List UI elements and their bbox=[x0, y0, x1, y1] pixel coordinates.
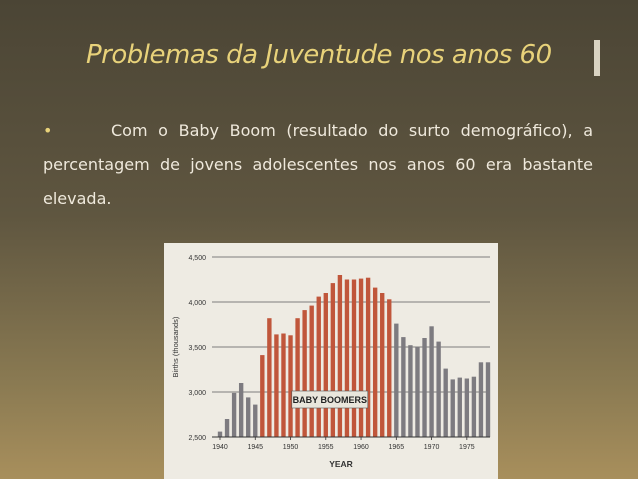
bar-1961 bbox=[366, 278, 370, 437]
y-tick-label: 4,500 bbox=[188, 255, 206, 262]
bar-1956 bbox=[331, 283, 335, 437]
bar-1947 bbox=[267, 318, 271, 437]
x-tick-label: 1955 bbox=[318, 444, 334, 451]
bar-1946 bbox=[260, 355, 264, 437]
bar-1973 bbox=[451, 379, 455, 437]
body-text-first: Com o Baby Boom (resultado do surto demográfico), bbox=[111, 121, 573, 140]
bar-1967 bbox=[408, 345, 412, 437]
bar-1941 bbox=[225, 419, 229, 437]
bar-1959 bbox=[352, 280, 356, 438]
x-tick-label: 1950 bbox=[282, 444, 299, 451]
bar-1970 bbox=[429, 326, 433, 437]
y-tick-label: 2,500 bbox=[188, 435, 206, 442]
bar-1944 bbox=[246, 397, 250, 437]
x-tick-label: 1940 bbox=[212, 444, 228, 451]
bar-1965 bbox=[394, 324, 398, 437]
x-tick-label: 1975 bbox=[459, 444, 475, 451]
bar-1940 bbox=[218, 432, 222, 437]
bar-1966 bbox=[401, 337, 405, 437]
bar-1957 bbox=[338, 275, 342, 437]
bar-1963 bbox=[380, 293, 384, 437]
x-tick-label: 1965 bbox=[388, 444, 405, 451]
bar-1943 bbox=[239, 383, 243, 437]
bar-1974 bbox=[458, 378, 462, 437]
bar-1955 bbox=[324, 293, 328, 437]
slide-title: Problemas da Juventude nos anos 60 bbox=[86, 40, 552, 70]
body-text-rest: a percentagem de jovens adolescentes nos anos 60 era bastante elevada. bbox=[43, 121, 593, 208]
bar-1954 bbox=[317, 297, 321, 437]
bar-1977 bbox=[479, 362, 483, 437]
bar-1978 bbox=[486, 362, 490, 437]
title-divider bbox=[594, 40, 600, 76]
chart-svg bbox=[164, 243, 498, 479]
x-axis-label: YEAR bbox=[329, 459, 353, 469]
bar-1958 bbox=[345, 280, 349, 438]
bar-1964 bbox=[387, 299, 391, 437]
bar-1948 bbox=[274, 334, 278, 437]
annotation-label: BABY BOOMERS bbox=[292, 395, 367, 405]
bar-1953 bbox=[309, 306, 313, 437]
bar-1962 bbox=[373, 288, 377, 437]
bar-1969 bbox=[422, 338, 426, 437]
bar-1945 bbox=[253, 405, 257, 437]
bar-1976 bbox=[472, 377, 476, 437]
x-tick-label: 1945 bbox=[247, 444, 264, 451]
x-tick-label: 1970 bbox=[423, 444, 440, 451]
y-tick-label: 4,000 bbox=[188, 300, 206, 307]
bar-1971 bbox=[436, 342, 440, 437]
y-tick-label: 3,000 bbox=[188, 390, 206, 397]
bar-1960 bbox=[359, 279, 363, 437]
bar-1968 bbox=[415, 347, 419, 437]
bar-1972 bbox=[443, 369, 447, 437]
bar-1950 bbox=[288, 335, 292, 437]
births-chart bbox=[164, 243, 498, 479]
bullet-marker: • bbox=[43, 121, 53, 140]
y-tick-label: 3,500 bbox=[188, 345, 206, 352]
x-tick-label: 1960 bbox=[353, 444, 369, 451]
bar-1949 bbox=[281, 334, 285, 438]
bar-1951 bbox=[295, 318, 299, 437]
y-axis-label: Births (thousands) bbox=[171, 316, 180, 378]
bar-1942 bbox=[232, 393, 236, 437]
slide-body bbox=[43, 114, 593, 216]
bar-1952 bbox=[302, 310, 306, 437]
bar-1975 bbox=[465, 379, 469, 438]
